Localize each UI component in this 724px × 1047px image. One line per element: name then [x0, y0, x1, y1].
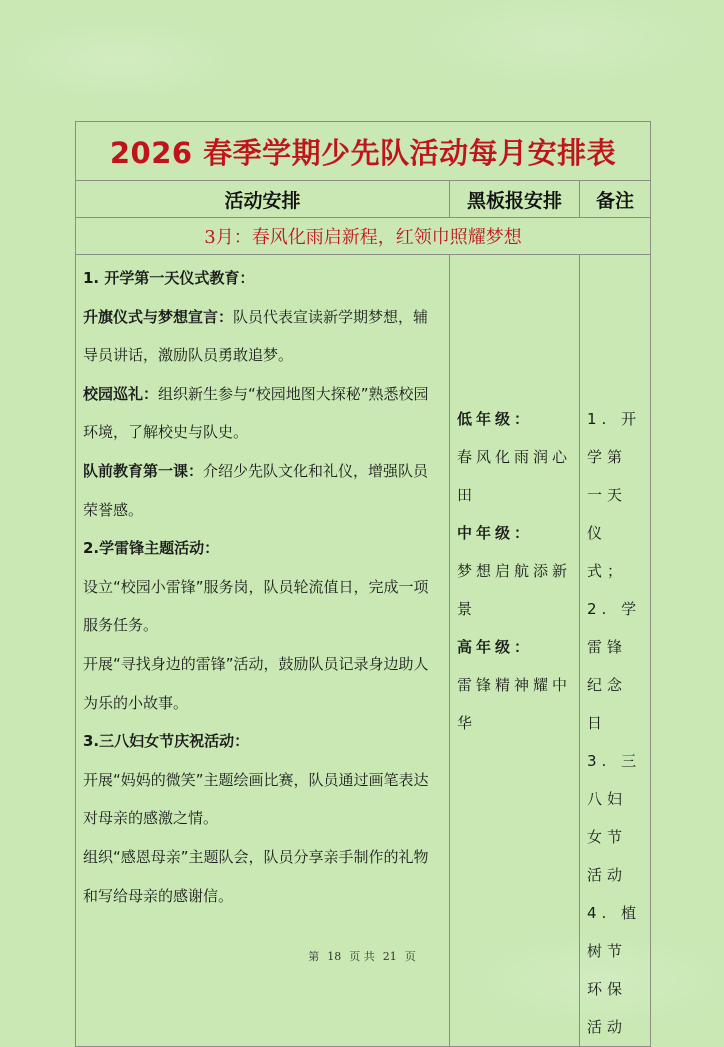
grade-label: 低年级：: [457, 410, 534, 428]
activity-text: 开展“寻找身边的雷锋”活动，鼓励队员记录身边助人为乐的小故事。: [83, 654, 429, 712]
footer-prefix: 第: [308, 950, 320, 963]
activity-item: [83, 298, 443, 375]
activity-item: [83, 761, 443, 838]
activity-text: 2.学雷锋主题活动：: [83, 539, 220, 558]
page-footer: [0, 948, 724, 964]
schedule-table: [75, 121, 651, 1047]
activity-text: 组织“感恩母亲”主题队会，队员分享亲手制作的礼物和写给母亲的感谢信。: [83, 847, 429, 905]
activity-text: 组织新生参与“校园地图大探秘”熟悉校园环境，了解校史与队史。: [83, 384, 429, 442]
footer-page-number: 18: [327, 950, 342, 963]
grade-theme: 春风化雨润心田: [457, 448, 572, 504]
activity-item: [83, 722, 443, 761]
grade-label: 中年级：: [457, 524, 534, 542]
grade-label: 高年级：: [457, 638, 534, 656]
activity-text: 3.三八妇女节庆祝活动：: [83, 732, 250, 751]
activities-cell: [76, 255, 450, 1047]
activity-text: 1. 开学第一天仪式教育：: [83, 269, 255, 287]
activity-item: [83, 568, 443, 645]
activity-text: 设立“校园小雷锋”服务岗，队员轮流值日，完成一项服务任务。: [83, 577, 429, 635]
note-item: 2. 学雷锋纪念日: [587, 600, 642, 732]
table-title: 2026 春季学期少先队活动每月安排表: [76, 122, 651, 181]
header-activities: 活动安排: [76, 181, 450, 218]
activity-text: 介绍少先队文化和礼仪，增强队员荣誉感。: [83, 461, 429, 519]
activity-item: [83, 375, 443, 452]
note-item: 1. 开学第一天仪式；: [587, 410, 642, 580]
activity-label: 队前教育第一课：: [83, 461, 204, 480]
footer-total-pages: 21: [382, 950, 397, 963]
grade-theme: 梦想启航添新景: [457, 562, 572, 618]
footer-middle: 页 共: [349, 950, 375, 963]
activity-text: 开展“妈妈的微笑”主题绘画比赛，队员通过画笔表达对母亲的感激之情。: [83, 770, 429, 828]
activity-item: [83, 838, 443, 915]
notes-cell: [580, 255, 651, 1047]
header-blackboard: 黑板报安排: [450, 181, 580, 218]
note-item: 4. 植树节环保活动: [587, 904, 642, 1036]
footer-suffix: 页: [404, 950, 416, 963]
blackboard-cell: [450, 255, 580, 1047]
grade-theme: 雷锋精神耀中华: [457, 676, 572, 732]
activity-label: 升旗仪式与梦想宣言：: [83, 307, 234, 326]
header-notes: 备注: [580, 181, 651, 218]
note-item: 3. 三八妇女节活动: [587, 752, 642, 884]
activity-label: 校园巡礼：: [83, 384, 159, 403]
activity-item: [83, 259, 443, 298]
activity-item: [83, 529, 443, 568]
activity-item: [83, 452, 443, 529]
month-theme: 3月：春风化雨启新程，红领巾照耀梦想: [76, 218, 651, 255]
activity-item: [83, 645, 443, 722]
activity-text: 队员代表宣读新学期梦想，辅导员讲话，激励队员勇敢追梦。: [83, 307, 429, 365]
